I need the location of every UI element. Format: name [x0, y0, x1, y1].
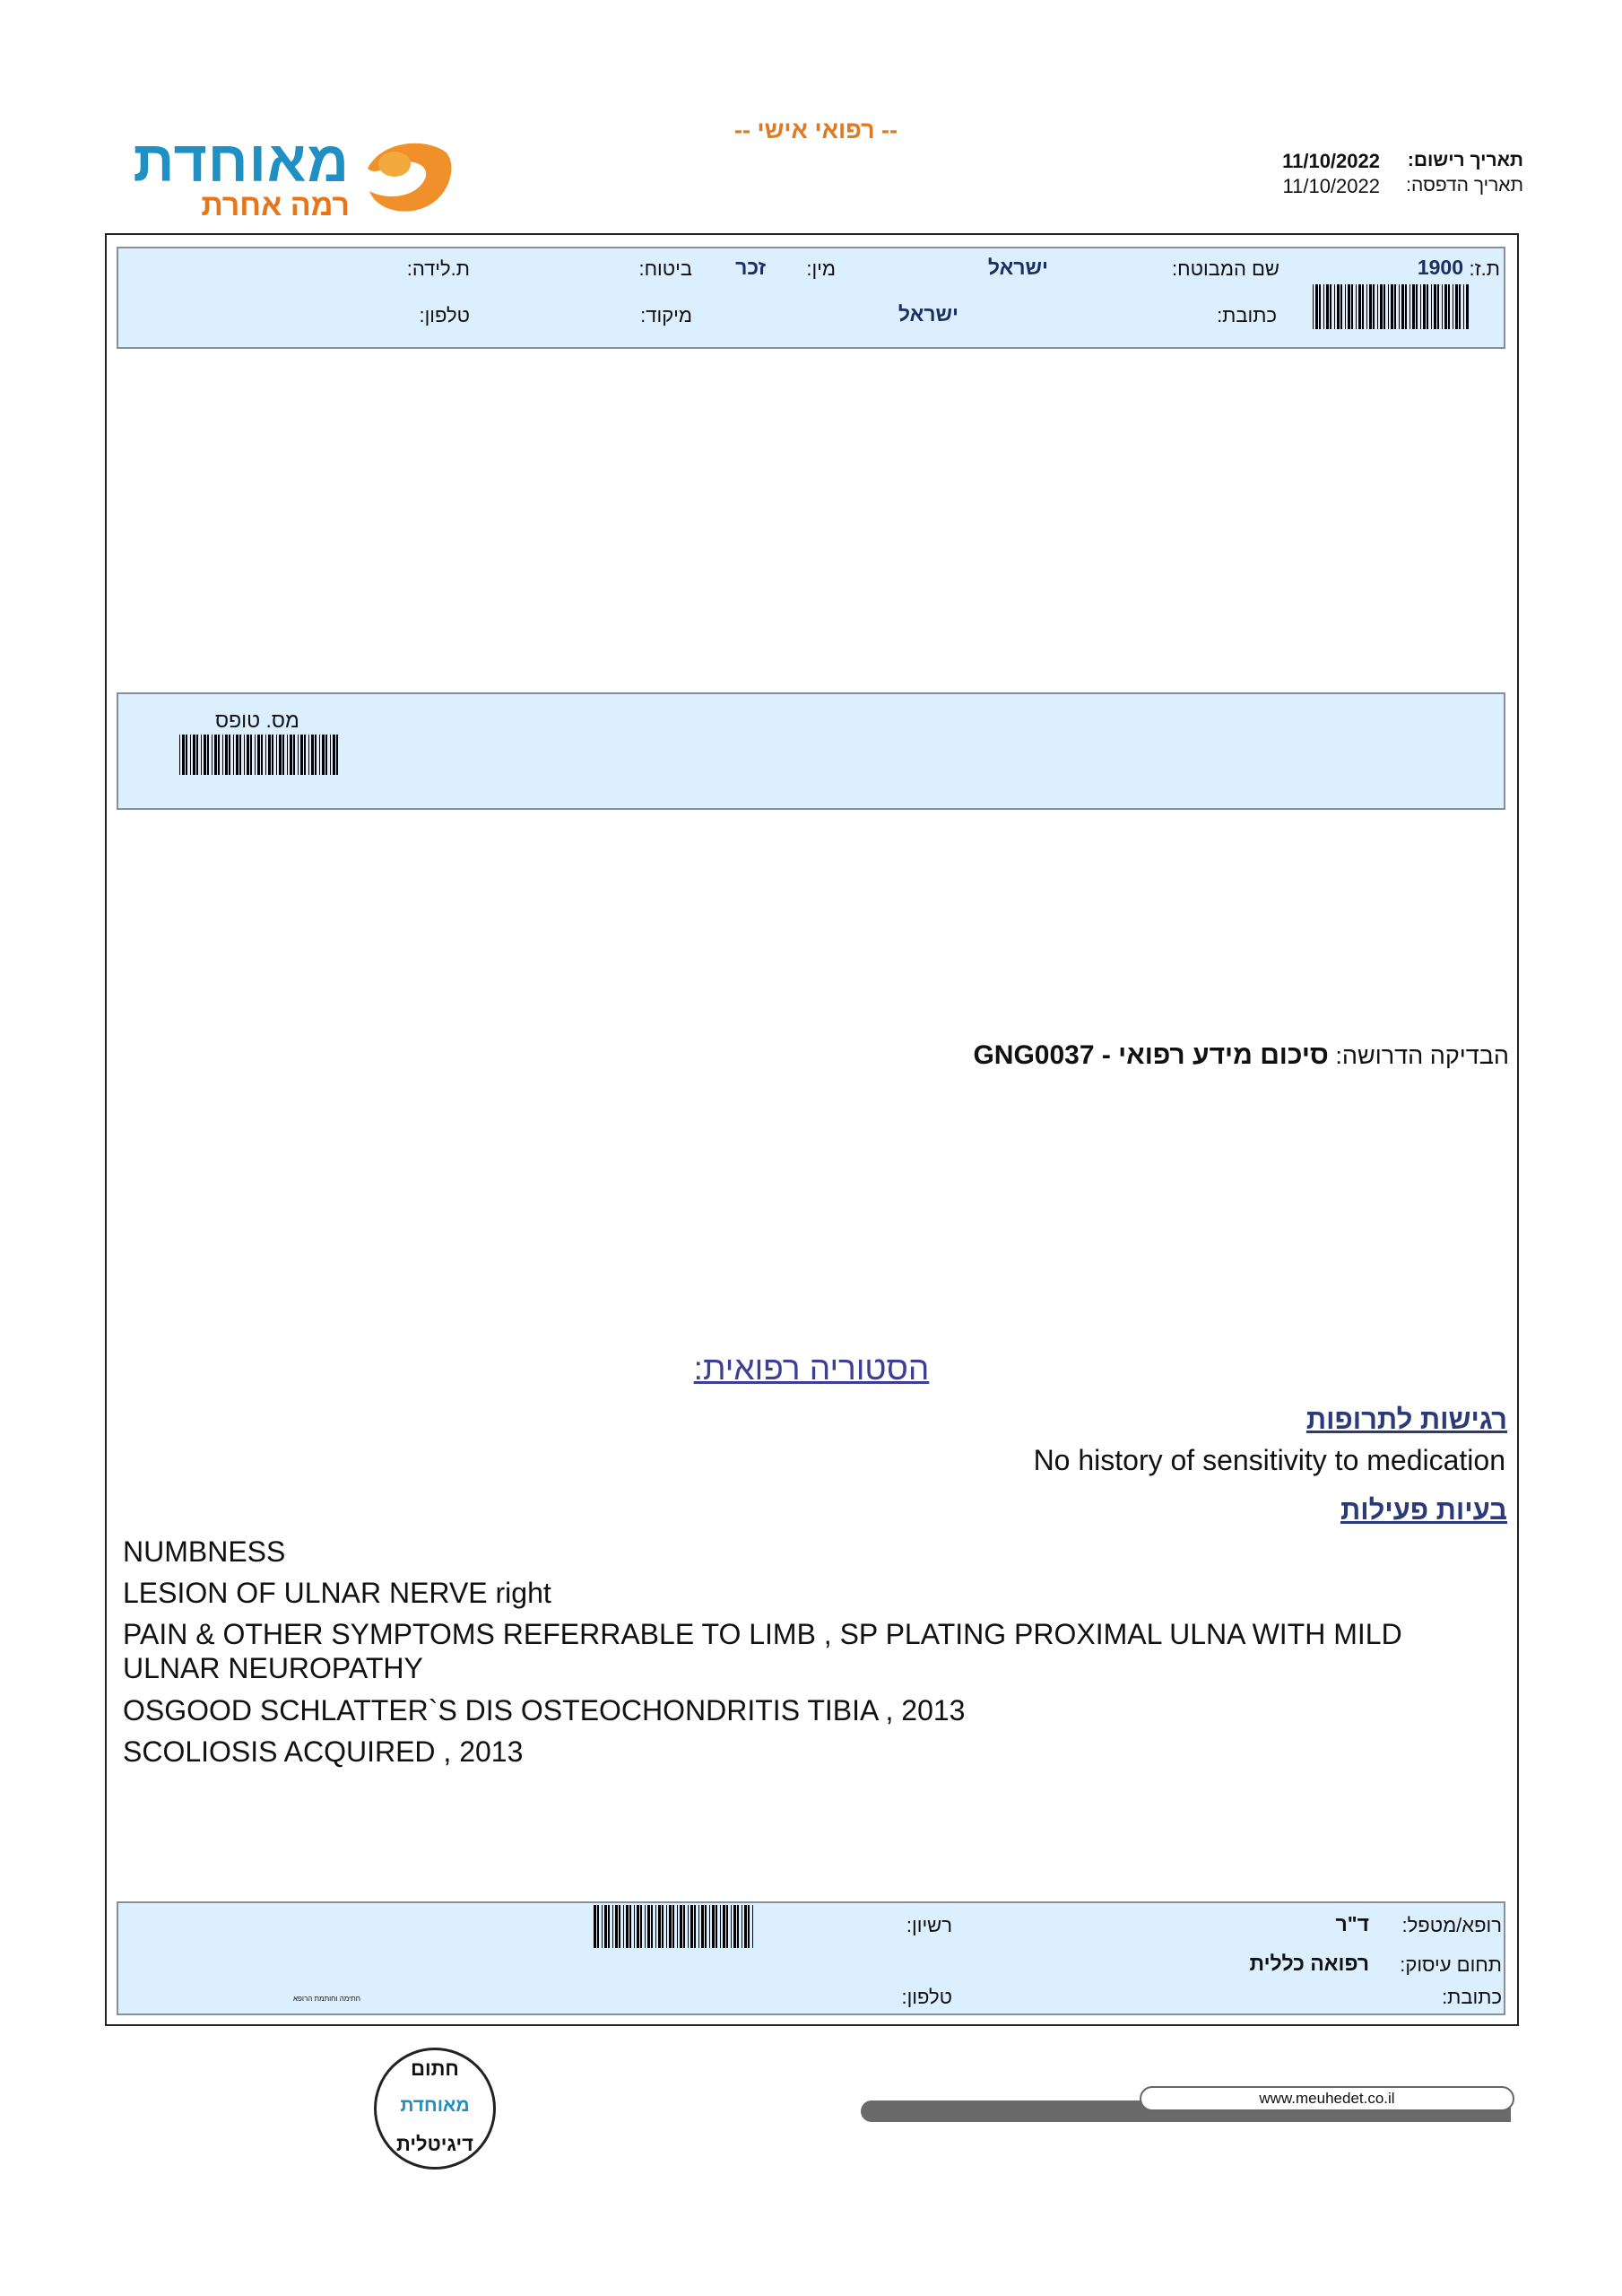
field-label: תחום עיסוק:: [1400, 1953, 1502, 1976]
sex-value: זכר: [735, 256, 766, 279]
footer-url: www.meuhedet.co.il: [1140, 2086, 1514, 2111]
insured-name-label: שם המבוטח:: [1172, 257, 1279, 280]
problem-item: OSGOOD SCHLATTER`S DIS OSTEOCHONDRITIS TIBIA , 2013: [123, 1694, 966, 1726]
birth-date-label: ת.לידה:: [406, 257, 470, 280]
meuhedet-logo: [126, 130, 457, 220]
requested-test-label: הבדיקה הדרושה:: [1335, 1042, 1509, 1069]
problem-item: LESION OF ULNAR NERVE right: [123, 1577, 551, 1609]
form-number-label: מס. טופס: [215, 709, 299, 732]
doctor-barcode: [594, 1905, 755, 1948]
zip-label: מיקוד:: [640, 304, 692, 326]
drug-sensitivity-text: No history of sensitivity to medication: [1033, 1444, 1505, 1476]
doctor-value: ד"ר: [1335, 1912, 1369, 1935]
form-barcode: [179, 735, 341, 775]
address-label: כתובת:: [1217, 304, 1277, 326]
doctor-label: רופא/מטפל:: [1401, 1914, 1502, 1936]
stamp-top-text: חתום: [411, 2057, 459, 2080]
logo-mark-icon: [359, 137, 457, 218]
insured-name-value: ישראל: [987, 256, 1048, 279]
registration-date-label: תאריך רישום:: [1407, 150, 1523, 170]
id-value: 1900: [1417, 256, 1463, 279]
drug-sensitivity-title: רגישות לתרופות: [1305, 1404, 1507, 1435]
requested-test-value: סיכום מידע רפואי - GNG0037: [973, 1040, 1329, 1070]
phone-label: טלפון:: [419, 304, 470, 326]
doctor-info-panel: [117, 1901, 1505, 2015]
problem-item: NUMBNESS: [123, 1535, 286, 1568]
doctor-phone-label: טלפון:: [901, 1986, 952, 2008]
id-label: ת.ז:: [1469, 257, 1500, 280]
form-number-panel: [117, 692, 1505, 810]
doctor-address-label: כתובת:: [1442, 1986, 1502, 2008]
document-type-title: -- רפואי אישי --: [734, 117, 898, 144]
registration-date-value: 11/10/2022: [1282, 150, 1380, 172]
stamp-bottom-text: דיגיטלית: [396, 2133, 473, 2155]
field-value: רפואה כללית: [1249, 1952, 1369, 1975]
address-value: ישראל: [898, 302, 958, 326]
patient-info-panel: [117, 247, 1505, 349]
signature-note: חתימה וחותמת הרופא: [293, 1995, 361, 2003]
logo-sub-text: רמה אחרת: [201, 188, 350, 222]
problem-item: SCOLIOSIS ACQUIRED , 2013: [123, 1735, 524, 1768]
logo-main-text: מאוחדת: [133, 129, 350, 194]
print-date-label: תאריך הדפסה:: [1406, 175, 1523, 196]
patient-barcode: [1313, 284, 1470, 329]
requested-test: [973, 1040, 1509, 1071]
license-label: רשיון:: [906, 1914, 952, 1936]
insurance-label: ביטוח:: [638, 257, 692, 280]
print-date-value: 11/10/2022: [1282, 175, 1380, 197]
medical-history-title: הסטוריה רפואית:: [693, 1350, 930, 1387]
stamp-logo-text: מאוחדת: [400, 2095, 470, 2116]
digital-signature-stamp: [374, 2048, 496, 2170]
sex-label: מין:: [806, 257, 836, 280]
active-problems-title: בעיות פעילות: [1340, 1494, 1507, 1526]
problem-item: PAIN & OTHER SYMPTOMS REFERRABLE TO LIMB , SP PLATING PROXIMAL ULNA WITH MILD ULNAR NEUROPATHY: [123, 1618, 1402, 1684]
